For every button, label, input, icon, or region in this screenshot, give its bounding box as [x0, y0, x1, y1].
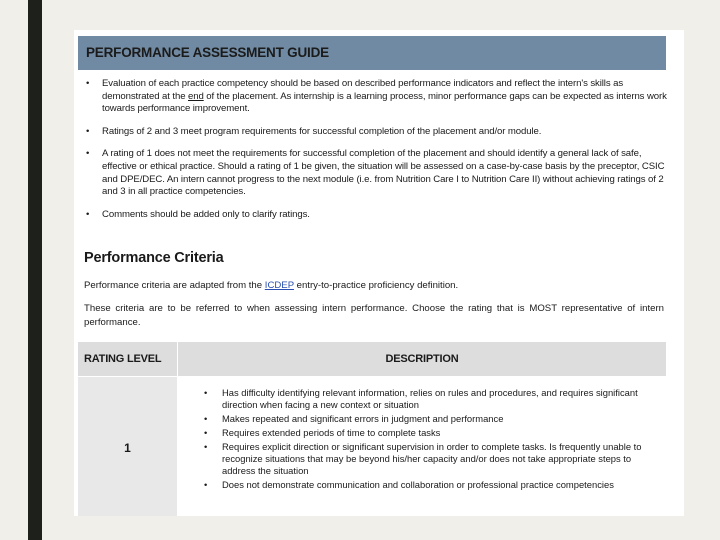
left-accent-bar: [28, 0, 42, 540]
rating-table: [77, 341, 667, 516]
rating-level-header: RATING LEVEL: [78, 342, 178, 377]
description-item: • Has difficulty identifying relevant information, relies on rules and procedures, and requires significant direction when facing a new context or situation: [178, 387, 660, 411]
guide-bullet-ratings: • Ratings of 2 and 3 meet program requirements for successful completion of the placement and/or module.: [84, 126, 669, 139]
guide-bullet-rating-one: • A rating of 1 does not meet the requirements for successful completion of the placement and should identify a general lack of safe, effective or ethical practice. Should a rating of 1 be given, the situation will be assessed on a case-by-case basis by the preceptor, CSIC and DPE/DEC. An intern cannot progress to the next module (i.e. from Nutrition Care I to Nutrition Care II) without achieving ratings of 2 and 3 in all practice competencies.: [84, 148, 669, 198]
description-item: • Makes repeated and significant errors in judgment and performance: [178, 413, 660, 425]
guide-bullet-evaluation: • Evaluation of each practice competency should be based on described performance indicators and reflect the intern's skills as demonstrated at the end of the placement. As internship is a learning process, minor performance gaps can be expected as interns work towards performance improvement.: [84, 78, 669, 116]
page-title: PERFORMANCE ASSESSMENT GUIDE: [78, 36, 666, 70]
icdep-link[interactable]: ICDEP: [264, 280, 294, 291]
criteria-intro: Performance criteria are adapted from the ICDEP entry-to-practice proficiency definition.: [84, 280, 459, 291]
description-item: • Requires explicit direction or significant supervision in order to complete tasks. Is frequently unable to recognize situations that may be beyond his/her capacity and/or does not take appropriate steps to address the situation: [178, 441, 660, 477]
criteria-instructions: These criteria are to be referred to when assessing intern performance. Choose the rating that is MOST representative of intern performance.: [84, 303, 664, 328]
guide-bullet-comments: • Comments should be added only to clarify ratings.: [84, 209, 669, 222]
description-item: • Does not demonstrate communication and collaboration or professional practice competencies: [178, 479, 660, 491]
guide-list: [84, 78, 669, 231]
description-item: • Requires extended periods of time to complete tasks: [178, 427, 660, 439]
description-cell: [178, 377, 667, 517]
criteria-heading: Performance Criteria: [84, 250, 224, 266]
description-header: DESCRIPTION: [178, 342, 667, 377]
rating-level-cell: 1: [78, 377, 178, 517]
document-page: [74, 30, 684, 516]
table-row: [78, 377, 667, 517]
